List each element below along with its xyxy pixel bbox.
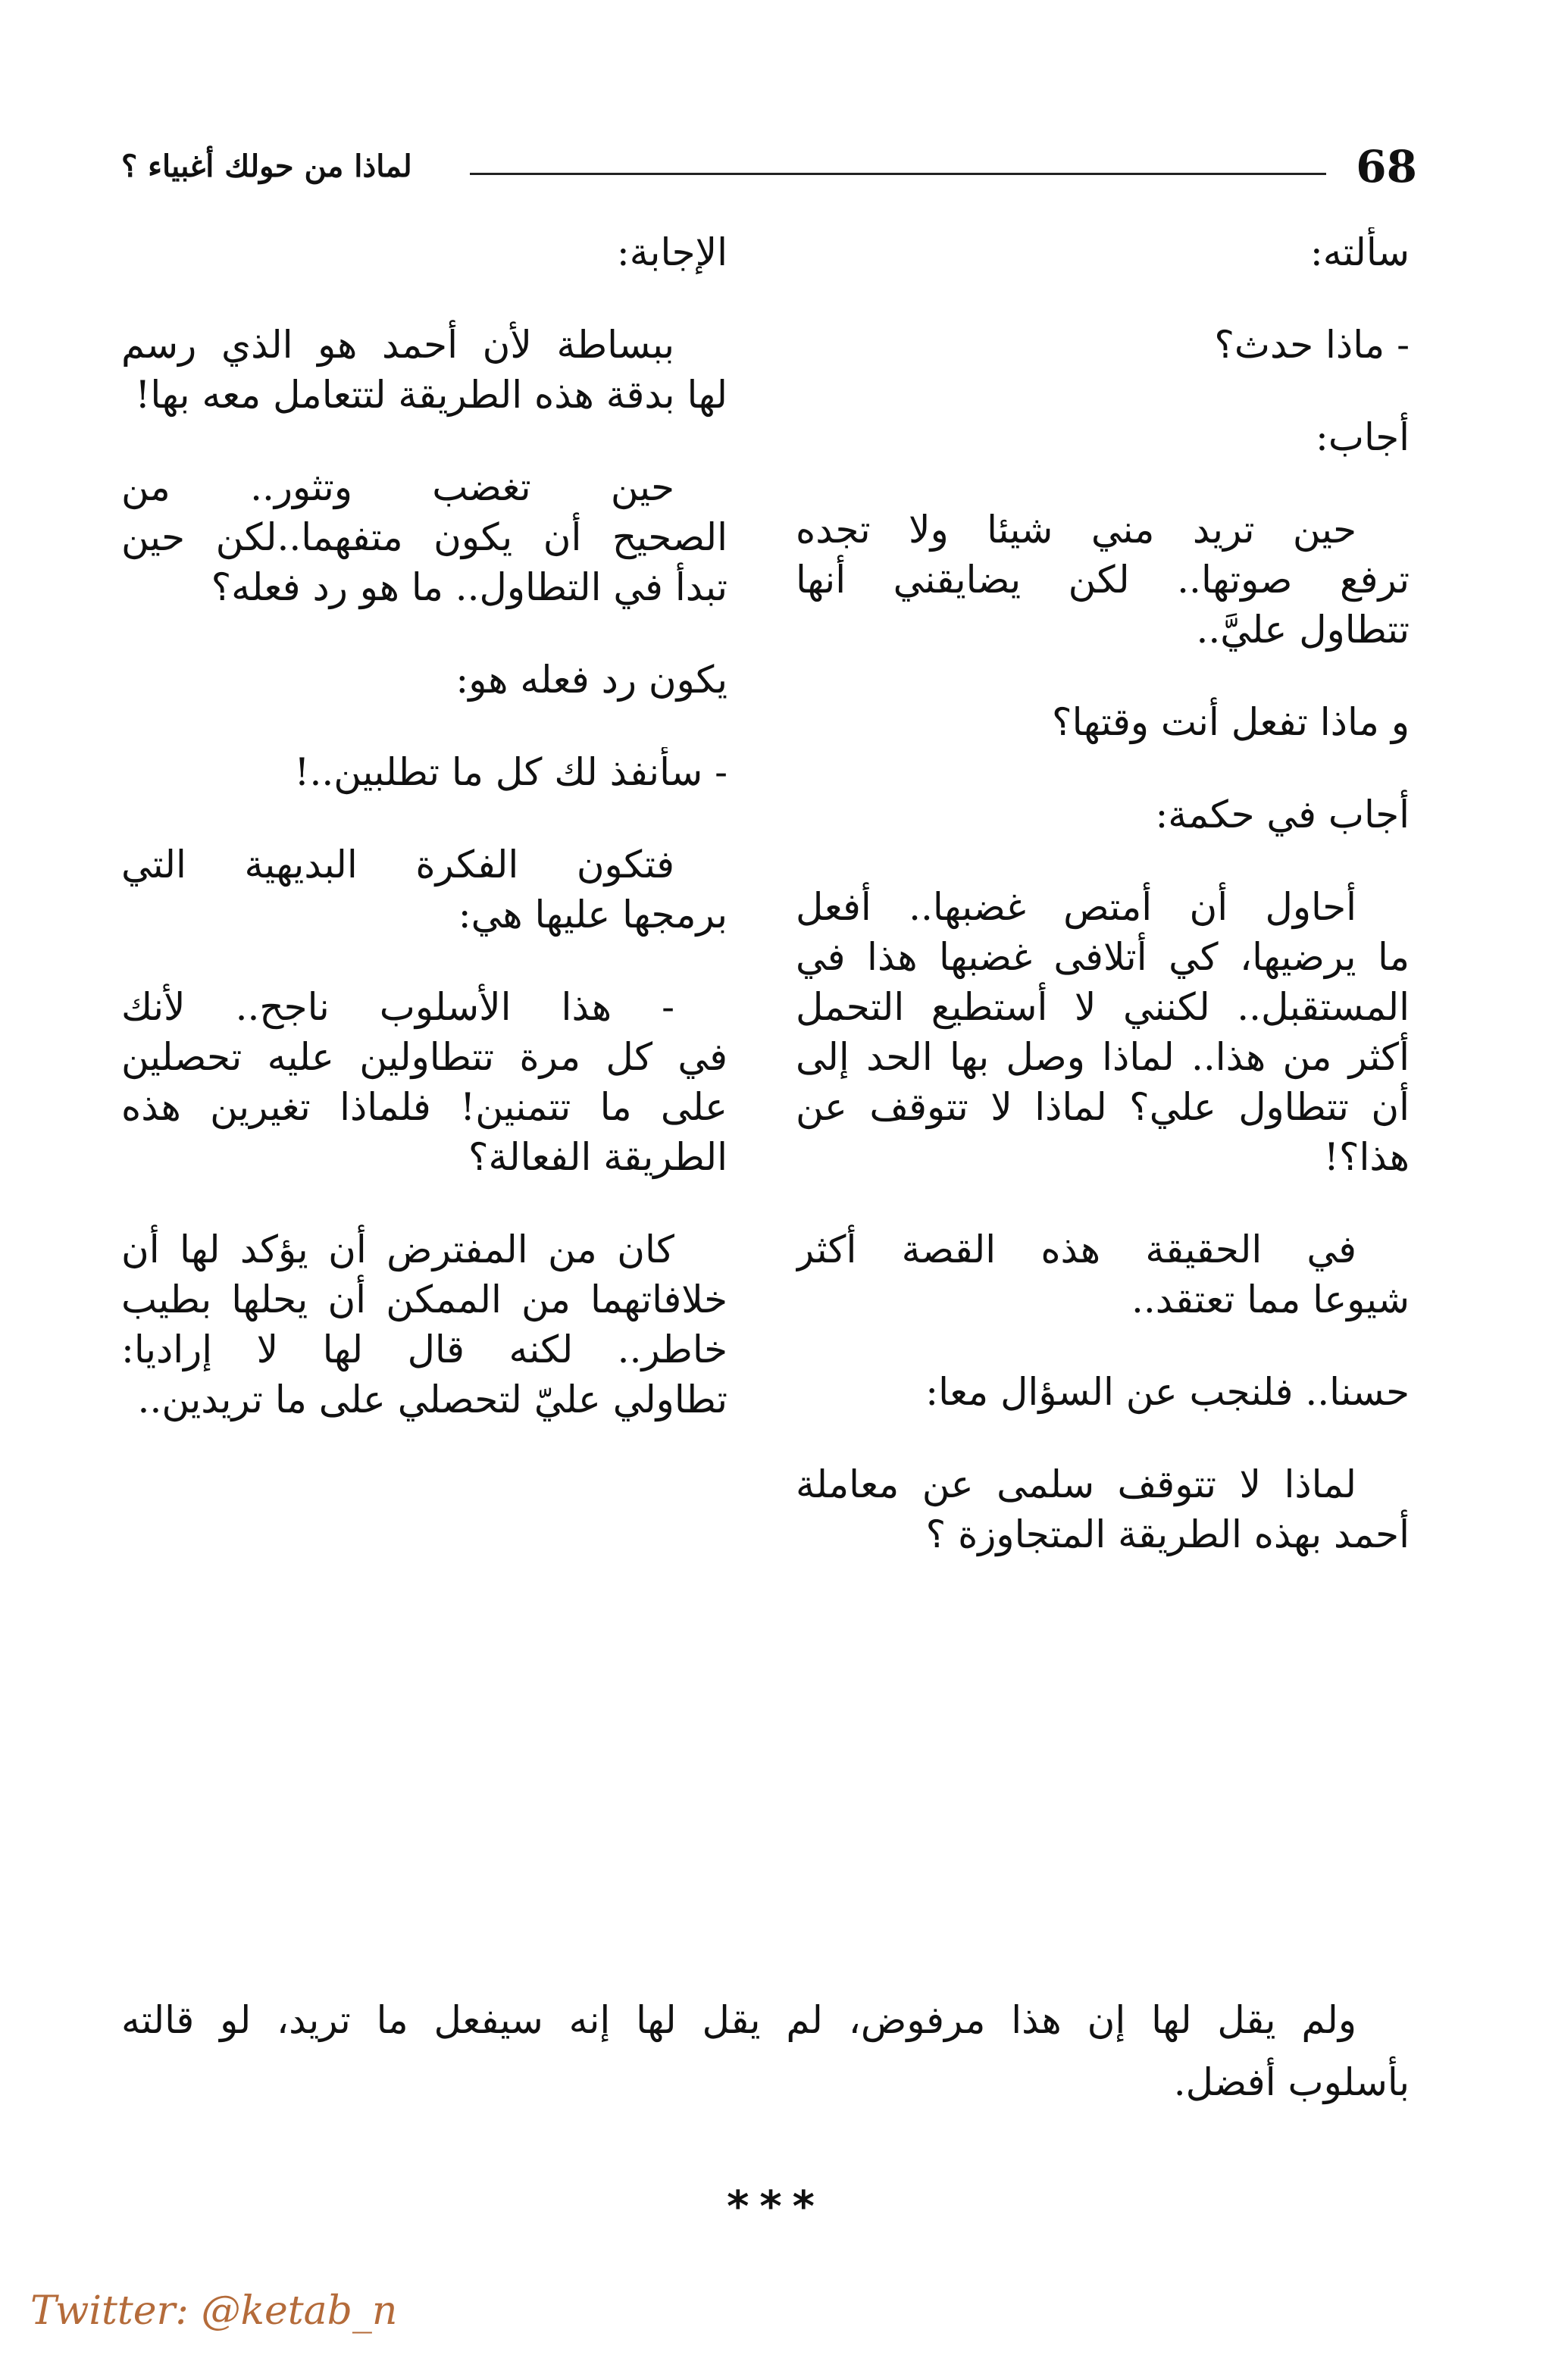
text-line: - هذا الأسلوب ناجح.. لأنك [121,985,674,1029]
left-column [121,227,728,1467]
text-line: في كل مرة تتطاولين عليه تحصلين [121,1035,728,1079]
text-line: حين تريد مني شيئا ولا تجده [796,508,1356,552]
text-line: ترفع صوتها.. لكن يضايقني أنها [796,558,1410,602]
text-line: هذا؟! [1323,1135,1410,1179]
text-line: ما يرضيها، كي أتلافى غضبها هذا في [796,935,1410,979]
text-line: أجاب: [1316,415,1410,459]
text-line: أن تتطاول علي؟ لماذا لا تتوقف عن [796,1085,1410,1129]
text-line: شيوعا مما تعتقد.. [1131,1278,1410,1321]
paragraph [796,320,1410,370]
right-column [796,227,1410,1602]
paragraph [121,655,728,705]
text-line: لماذا لا تتوقف سلمى عن معاملة [796,1462,1356,1506]
text-line: خلافاتهما من الممكن أن يحلها بطيب [121,1278,728,1321]
text-line: في الحقيقة هذه القصة أكثر [796,1228,1356,1271]
text-line: حين تغضب وتثور.. من [121,465,674,509]
paragraph [796,697,1410,747]
running-title: لماذا من حولك أغبياء ؟ [121,149,412,184]
text-line: على ما تتمنين! فلماذا تغيرين هذه [121,1085,728,1129]
text-line: لها بدقة هذه الطريقة لتتعامل معه بها! [135,373,728,417]
paragraph [121,320,728,420]
text-line: خاطر.. لكنه قال لها لا إراديا: [121,1328,728,1371]
text-line: أحاول أن أمتص غضبها.. أفعل [796,885,1356,929]
text-line: تبدأ في التطاول.. ما هو رد فعله؟ [211,565,728,609]
paragraph [121,1224,728,1425]
paragraph [121,982,728,1182]
text-line: كان من المفترض أن يؤكد لها أن [121,1228,674,1271]
text-line: الصحيح أن يكون متفهما..لكن حين [121,515,728,559]
text-line: - ماذا حدث؟ [1214,323,1410,367]
text-line: المستقبل.. لكنني لا أستطيع التحمل [796,985,1410,1029]
page-number: 68 [1356,141,1417,192]
closing-line: بأسلوب أفضل. [1173,2060,1410,2104]
text-line: حسنا.. فلنجب عن السؤال معا: [925,1370,1410,1414]
closing-line: ولم يقل لها إن هذا مرفوض، لم يقل لها إنه سيفعل ما تريد، لو قالته [121,1998,1356,2042]
text-line: برمجها عليها هي: [458,893,728,937]
text-line: تطاولي عليّ لتحصلي على ما تريدين.. [137,1378,728,1421]
text-line: - سأنفذ لك كل ما تطلبين..! [294,750,728,794]
text-line: الإجابة: [616,230,728,274]
paragraph [796,1224,1410,1324]
page-header [121,136,1417,205]
paragraph [121,227,728,277]
closing-paragraph [121,1989,1410,2113]
text-line: سألته: [1310,230,1410,274]
paragraph [796,790,1410,840]
paragraph [796,1459,1410,1559]
text-line: يكون رد فعله هو: [455,658,728,702]
text-line: أكثر من هذا.. لماذا وصل بها الحد إلى [796,1035,1410,1079]
section-separator: *** [727,2182,825,2231]
text-line: أحمد بهذه الطريقة المتجاوزة ؟ [925,1512,1410,1556]
paragraph [796,882,1410,1182]
text-line: فتكون الفكرة البديهية التي [121,843,674,887]
paragraph [796,505,1410,655]
paragraph [121,747,728,797]
paragraph [121,840,728,940]
paragraph [796,1367,1410,1417]
text-line: و ماذا تفعل أنت وقتها؟ [1052,700,1410,744]
paragraph [121,462,728,612]
text-line: أجاب في حكمة: [1155,793,1410,837]
paragraph [796,227,1410,277]
text-line: تتطاول عليَّ.. [1196,608,1410,652]
text-line: الطريقة الفعالة؟ [468,1135,728,1179]
watermark: Twitter: @ketab_n [30,2288,398,2334]
paragraph [796,412,1410,462]
header-rule [470,173,1326,175]
text-line: ببساطة لأن أحمد هو الذي رسم [121,323,674,367]
